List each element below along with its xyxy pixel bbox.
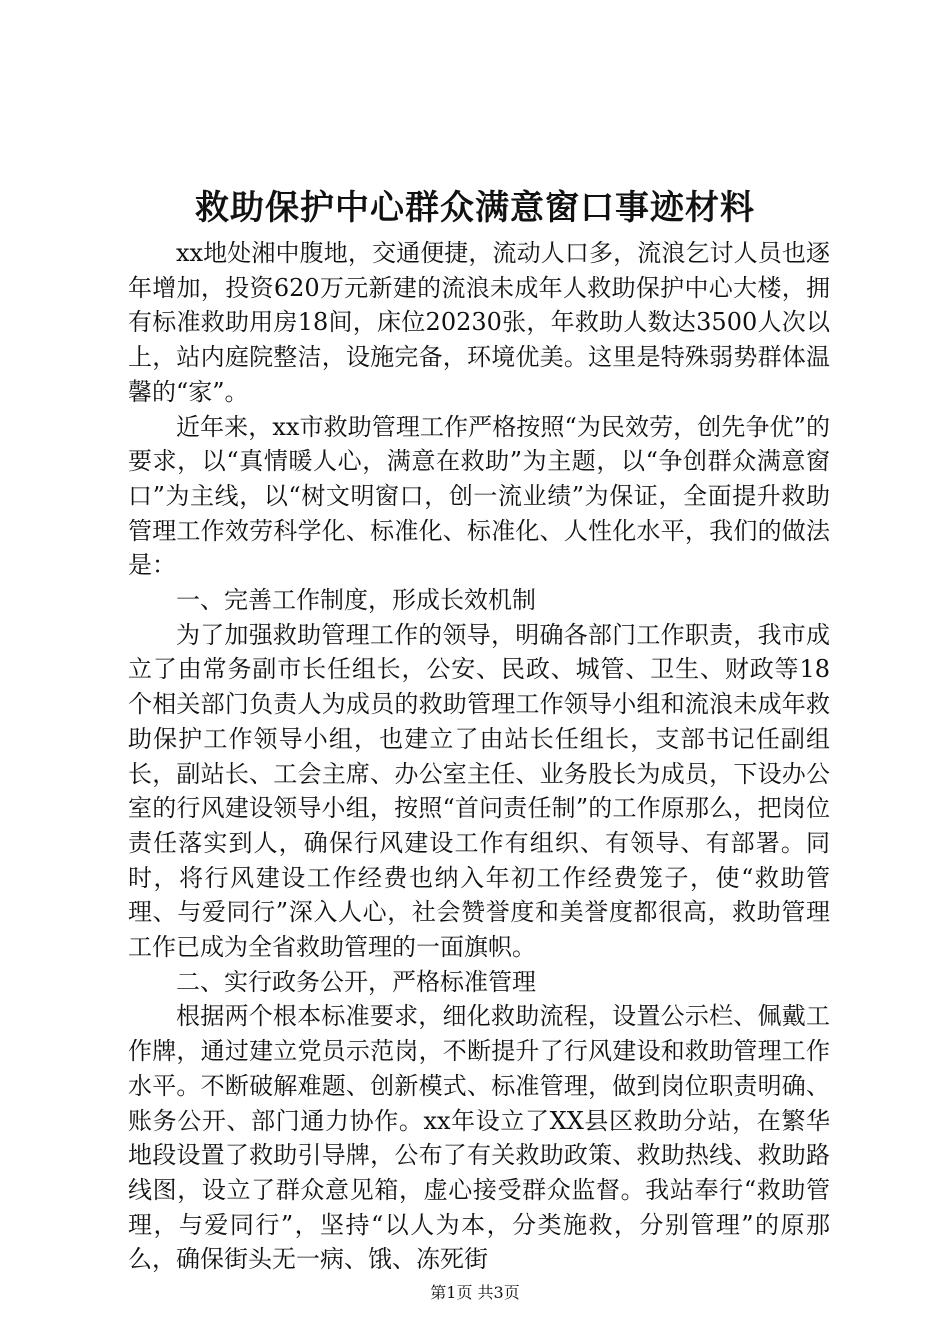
paragraph-intro: xx地处湘中腹地，交通便捷，流动人口多，流浪乞讨人员也逐年增加，投资620万元新建的流浪未成年人救助保护中心大楼，拥有标准救助用房18间，床位20230张，年救助人数达3500人次以上，站内庭院整洁，设施完备，环境优美。这里是特殊弱势群体温馨的“家”。 — [128, 239, 830, 406]
paragraph-section-1: 为了加强救助管理工作的领导，明确各部门工作职责，我市成立了由常务副市长任组长，公安、民政、城管、卫生、财政等18个相关部门负责人为成员的救助管理工作领导小组和流浪未成年救助保护工作领导小组，也建立了由站长任组长，支部书记任副组长，副站长、工会主席、办公室主任、业务股长为成员，下设办公室的行风建设领导小组，按照“首问责任制”的工作原那么，把岗位责任落实到人，确保行风建设工作有组织、有领导、有部署。同时，将行风建设工作经费也纳入年初工作经费笼子，使“救助管理、与爱同行”深入人心，社会赞誉度和美誉度都很高，救助管理工作已成为全省救助管理的一面旗帜。 — [128, 620, 830, 962]
document-title: 救助保护中心群众满意窗口事迹材料 — [195, 188, 755, 228]
document-body — [128, 236, 830, 1277]
section-heading-2: 二、实行政务公开，严格标准管理 — [176, 967, 536, 996]
page-number-footer: 第1页 共3页 — [430, 1283, 520, 1302]
paragraph-overview: 近年来，xx市救助管理工作严格按照“为民效劳，创先争优”的要求，以“真情暖人心，满意在救助”为主题，以“争创群众满意窗口”为主线，以“树文明窗口，创一流业绩”为保证，全面提升救助管理工作效劳科学化、标准化、标准化、人性化水平，我们的做法是： — [128, 412, 830, 580]
section-heading-1: 一、完善工作制度，形成长效机制 — [176, 586, 536, 615]
paragraph-section-2: 根据两个根本标准要求，细化救助流程，设置公示栏、佩戴工作牌，通过建立党员示范岗，不断提升了行风建设和救助管理工作水平。不断破解难题、创新模式、标准管理，做到岗位职责明确、账务公开、部门通力协作。xx年设立了XX县区救助分站，在繁华地段设置了救助引导牌，公布了有关救助政策、救助热线、救助路线图，设立了群众意见箱，虚心接受群众监督。我站奉行“救助管理，与爱同行”，坚持“以人为本，分类施救，分别管理”的原那么，确保街头无一病、饿、冻死街 — [128, 1002, 830, 1274]
